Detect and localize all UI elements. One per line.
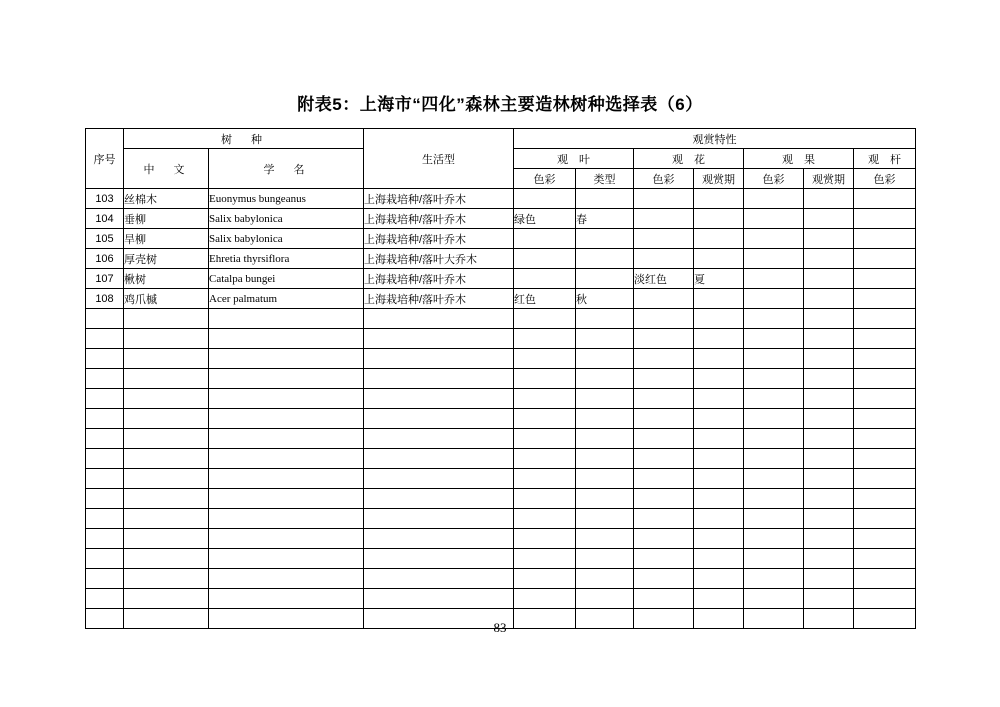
cell-seq: 104 (86, 209, 124, 229)
table-row-empty (86, 469, 916, 489)
cell-empty (854, 349, 916, 369)
cell-empty (634, 429, 694, 449)
cell-empty (576, 349, 634, 369)
cell-fruit-season (804, 189, 854, 209)
table-row-empty (86, 509, 916, 529)
cell-empty (744, 329, 804, 349)
cell-empty (86, 349, 124, 369)
th-leaf-type: 类型 (576, 169, 634, 189)
cell-fruit-season (804, 209, 854, 229)
th-life-form: 生活型 (364, 129, 514, 189)
cell-empty (744, 369, 804, 389)
cell-empty (634, 529, 694, 549)
cell-empty (576, 569, 634, 589)
cell-latin-name: Ehretia thyrsiflora (209, 249, 364, 269)
cell-empty (576, 409, 634, 429)
cell-empty (514, 569, 576, 589)
cell-empty (86, 389, 124, 409)
cell-empty (854, 489, 916, 509)
cell-empty (124, 329, 209, 349)
cell-seq: 105 (86, 229, 124, 249)
cell-flower-season (694, 289, 744, 309)
cell-leaf-type (576, 229, 634, 249)
cell-empty (744, 409, 804, 429)
cell-empty (694, 349, 744, 369)
cell-empty (124, 549, 209, 569)
cell-empty (576, 489, 634, 509)
cell-leaf-color: 红色 (514, 289, 576, 309)
cell-trunk-color (854, 189, 916, 209)
cell-leaf-type (576, 249, 634, 269)
cell-leaf-type: 秋 (576, 289, 634, 309)
cell-life-form: 上海栽培种/落叶乔木 (364, 269, 514, 289)
cell-empty (694, 389, 744, 409)
table-row-empty (86, 409, 916, 429)
cell-empty (364, 389, 514, 409)
cell-chinese-name: 丝棉木 (124, 189, 209, 209)
cell-empty (694, 409, 744, 429)
cell-empty (364, 529, 514, 549)
cell-flower-color: 淡红色 (634, 269, 694, 289)
cell-empty (634, 329, 694, 349)
th-fruit-season: 观赏期 (804, 169, 854, 189)
cell-trunk-color (854, 209, 916, 229)
cell-fruit-color (744, 209, 804, 229)
table-row-empty (86, 529, 916, 549)
cell-empty (86, 549, 124, 569)
cell-empty (86, 329, 124, 349)
cell-empty (634, 569, 694, 589)
cell-empty (576, 589, 634, 609)
cell-empty (364, 569, 514, 589)
cell-empty (86, 469, 124, 489)
cell-fruit-color (744, 229, 804, 249)
cell-empty (744, 449, 804, 469)
cell-fruit-color (744, 189, 804, 209)
cell-empty (804, 449, 854, 469)
cell-empty (576, 329, 634, 349)
cell-life-form: 上海栽培种/落叶乔木 (364, 209, 514, 229)
cell-latin-name: Acer palmatum (209, 289, 364, 309)
cell-flower-season (694, 229, 744, 249)
cell-latin-name: Salix babylonica (209, 209, 364, 229)
cell-leaf-color (514, 189, 576, 209)
cell-empty (694, 549, 744, 569)
cell-empty (514, 409, 576, 429)
cell-empty (86, 529, 124, 549)
page-number: 83 (493, 620, 507, 635)
cell-empty (364, 329, 514, 349)
cell-empty (514, 329, 576, 349)
cell-trunk-color (854, 229, 916, 249)
cell-empty (209, 549, 364, 569)
cell-empty (694, 369, 744, 389)
cell-empty (364, 509, 514, 529)
cell-empty (576, 429, 634, 449)
cell-empty (514, 529, 576, 549)
cell-empty (854, 569, 916, 589)
cell-life-form: 上海栽培种/落叶乔木 (364, 189, 514, 209)
cell-flower-season: 夏 (694, 269, 744, 289)
cell-empty (124, 589, 209, 609)
cell-empty (694, 469, 744, 489)
cell-empty (209, 389, 364, 409)
cell-empty (744, 569, 804, 589)
cell-empty (86, 409, 124, 429)
table-row-empty (86, 349, 916, 369)
table-row-empty (86, 389, 916, 409)
table-row (86, 269, 916, 289)
th-fruit: 观 果 (744, 149, 854, 169)
cell-empty (854, 369, 916, 389)
cell-empty (364, 469, 514, 489)
cell-fruit-color (744, 269, 804, 289)
cell-empty (576, 309, 634, 329)
cell-trunk-color (854, 269, 916, 289)
cell-empty (804, 569, 854, 589)
cell-empty (744, 589, 804, 609)
cell-empty (744, 509, 804, 529)
cell-flower-season (694, 249, 744, 269)
cell-empty (124, 409, 209, 429)
cell-empty (744, 309, 804, 329)
cell-empty (854, 509, 916, 529)
cell-empty (209, 449, 364, 469)
cell-life-form: 上海栽培种/落叶乔木 (364, 289, 514, 309)
cell-seq: 103 (86, 189, 124, 209)
cell-empty (576, 369, 634, 389)
cell-empty (364, 589, 514, 609)
cell-empty (804, 389, 854, 409)
cell-empty (634, 349, 694, 369)
cell-empty (209, 529, 364, 549)
cell-empty (124, 369, 209, 389)
cell-empty (364, 349, 514, 369)
table-row-empty (86, 589, 916, 609)
cell-empty (694, 589, 744, 609)
cell-empty (514, 369, 576, 389)
cell-fruit-season (804, 269, 854, 289)
cell-empty (854, 589, 916, 609)
cell-empty (86, 429, 124, 449)
table-row-empty (86, 489, 916, 509)
cell-empty (744, 349, 804, 369)
cell-empty (854, 529, 916, 549)
cell-empty (124, 469, 209, 489)
cell-chinese-name: 厚壳树 (124, 249, 209, 269)
cell-empty (804, 329, 854, 349)
cell-empty (694, 529, 744, 549)
species-table-wrap (85, 128, 915, 629)
th-fruit-color: 色彩 (744, 169, 804, 189)
th-flower-season: 观赏期 (694, 169, 744, 189)
table-row-empty (86, 569, 916, 589)
cell-empty (854, 469, 916, 489)
th-leaf: 观 叶 (514, 149, 634, 169)
cell-empty (124, 429, 209, 449)
cell-empty (854, 329, 916, 349)
cell-empty (514, 429, 576, 449)
cell-empty (86, 489, 124, 509)
cell-seq: 106 (86, 249, 124, 269)
cell-empty (804, 509, 854, 529)
cell-empty (209, 509, 364, 529)
cell-leaf-color (514, 269, 576, 289)
cell-empty (804, 309, 854, 329)
th-chinese-name: 中 文 (124, 149, 209, 189)
cell-empty (804, 429, 854, 449)
cell-leaf-color: 绿色 (514, 209, 576, 229)
cell-latin-name: Catalpa bungei (209, 269, 364, 289)
cell-empty (694, 429, 744, 449)
cell-empty (124, 509, 209, 529)
header-row-1 (86, 129, 916, 149)
cell-empty (124, 449, 209, 469)
cell-empty (694, 509, 744, 529)
cell-leaf-type (576, 269, 634, 289)
cell-empty (744, 469, 804, 489)
cell-fruit-color (744, 289, 804, 309)
cell-empty (86, 569, 124, 589)
species-table (85, 128, 916, 629)
cell-fruit-season (804, 249, 854, 269)
cell-empty (694, 309, 744, 329)
cell-flower-season (694, 189, 744, 209)
cell-empty (634, 509, 694, 529)
cell-leaf-type: 春 (576, 209, 634, 229)
cell-empty (744, 549, 804, 569)
cell-empty (634, 369, 694, 389)
cell-empty (804, 589, 854, 609)
cell-empty (209, 349, 364, 369)
cell-empty (364, 489, 514, 509)
cell-flower-color (634, 229, 694, 249)
cell-empty (576, 389, 634, 409)
cell-latin-name: Salix babylonica (209, 229, 364, 249)
cell-empty (209, 429, 364, 449)
cell-empty (514, 509, 576, 529)
th-ornamental-group: 观赏特性 (514, 129, 916, 149)
cell-empty (854, 429, 916, 449)
table-row (86, 229, 916, 249)
cell-empty (694, 569, 744, 589)
cell-empty (744, 429, 804, 449)
cell-empty (744, 389, 804, 409)
cell-fruit-color (744, 249, 804, 269)
cell-life-form: 上海栽培种/落叶乔木 (364, 229, 514, 249)
table-row-empty (86, 429, 916, 449)
cell-empty (854, 389, 916, 409)
cell-empty (124, 389, 209, 409)
cell-empty (744, 489, 804, 509)
cell-leaf-color (514, 229, 576, 249)
cell-empty (576, 549, 634, 569)
cell-flower-color (634, 249, 694, 269)
cell-empty (634, 449, 694, 469)
cell-empty (804, 489, 854, 509)
th-trunk-color: 色彩 (854, 169, 916, 189)
cell-empty (854, 309, 916, 329)
cell-flower-color (634, 289, 694, 309)
cell-empty (124, 529, 209, 549)
cell-empty (86, 589, 124, 609)
cell-empty (804, 409, 854, 429)
cell-empty (634, 389, 694, 409)
cell-empty (576, 449, 634, 469)
cell-empty (804, 349, 854, 369)
cell-empty (804, 529, 854, 549)
cell-empty (124, 569, 209, 589)
cell-empty (209, 329, 364, 349)
cell-empty (634, 309, 694, 329)
table-row (86, 209, 916, 229)
table-head (86, 129, 916, 189)
cell-empty (634, 549, 694, 569)
cell-chinese-name: 垂柳 (124, 209, 209, 229)
cell-fruit-season (804, 229, 854, 249)
cell-leaf-color (514, 249, 576, 269)
table-row-empty (86, 369, 916, 389)
cell-empty (576, 529, 634, 549)
cell-empty (854, 409, 916, 429)
cell-empty (514, 549, 576, 569)
cell-trunk-color (854, 249, 916, 269)
table-row (86, 289, 916, 309)
cell-empty (364, 449, 514, 469)
cell-empty (364, 309, 514, 329)
th-latin-name: 学 名 (209, 149, 364, 189)
cell-empty (514, 349, 576, 369)
cell-empty (364, 429, 514, 449)
cell-empty (634, 469, 694, 489)
cell-chinese-name: 楸树 (124, 269, 209, 289)
th-flower-color: 色彩 (634, 169, 694, 189)
cell-empty (576, 509, 634, 529)
cell-chinese-name: 旱柳 (124, 229, 209, 249)
table-row-empty (86, 309, 916, 329)
cell-empty (514, 589, 576, 609)
table-row-empty (86, 449, 916, 469)
cell-empty (694, 329, 744, 349)
cell-empty (209, 469, 364, 489)
th-leaf-color: 色彩 (514, 169, 576, 189)
table-row-empty (86, 329, 916, 349)
cell-empty (514, 309, 576, 329)
th-flower: 观 花 (634, 149, 744, 169)
cell-empty (514, 489, 576, 509)
cell-empty (854, 549, 916, 569)
cell-empty (804, 549, 854, 569)
cell-seq: 107 (86, 269, 124, 289)
cell-empty (514, 389, 576, 409)
th-trunk: 观 杆 (854, 149, 916, 169)
table-row (86, 249, 916, 269)
cell-empty (86, 509, 124, 529)
cell-empty (854, 449, 916, 469)
cell-empty (364, 549, 514, 569)
cell-seq: 108 (86, 289, 124, 309)
cell-empty (209, 569, 364, 589)
cell-empty (634, 489, 694, 509)
page-title: 附表5：上海市“四化”森林主要造林树种选择表（6） (297, 95, 703, 114)
cell-empty (804, 369, 854, 389)
cell-empty (694, 489, 744, 509)
cell-fruit-season (804, 289, 854, 309)
cell-trunk-color (854, 289, 916, 309)
cell-empty (694, 449, 744, 469)
table-row-empty (86, 549, 916, 569)
cell-empty (744, 529, 804, 549)
cell-life-form: 上海栽培种/落叶大乔木 (364, 249, 514, 269)
cell-empty (124, 349, 209, 369)
cell-empty (124, 489, 209, 509)
cell-empty (634, 589, 694, 609)
cell-empty (514, 469, 576, 489)
cell-empty (86, 449, 124, 469)
cell-leaf-type (576, 189, 634, 209)
cell-empty (364, 409, 514, 429)
cell-empty (209, 409, 364, 429)
cell-empty (86, 369, 124, 389)
cell-empty (209, 589, 364, 609)
cell-empty (209, 309, 364, 329)
cell-empty (804, 469, 854, 489)
th-seq: 序号 (86, 129, 124, 189)
cell-flower-color (634, 209, 694, 229)
cell-latin-name: Euonymus bungeanus (209, 189, 364, 209)
table-body (86, 189, 916, 629)
cell-flower-season (694, 209, 744, 229)
cell-flower-color (634, 189, 694, 209)
cell-empty (209, 489, 364, 509)
cell-chinese-name: 鸡爪槭 (124, 289, 209, 309)
cell-empty (86, 309, 124, 329)
cell-empty (576, 469, 634, 489)
cell-empty (124, 309, 209, 329)
cell-empty (514, 449, 576, 469)
cell-empty (634, 409, 694, 429)
cell-empty (209, 369, 364, 389)
cell-empty (364, 369, 514, 389)
th-species-group: 树 种 (124, 129, 364, 149)
table-row (86, 189, 916, 209)
